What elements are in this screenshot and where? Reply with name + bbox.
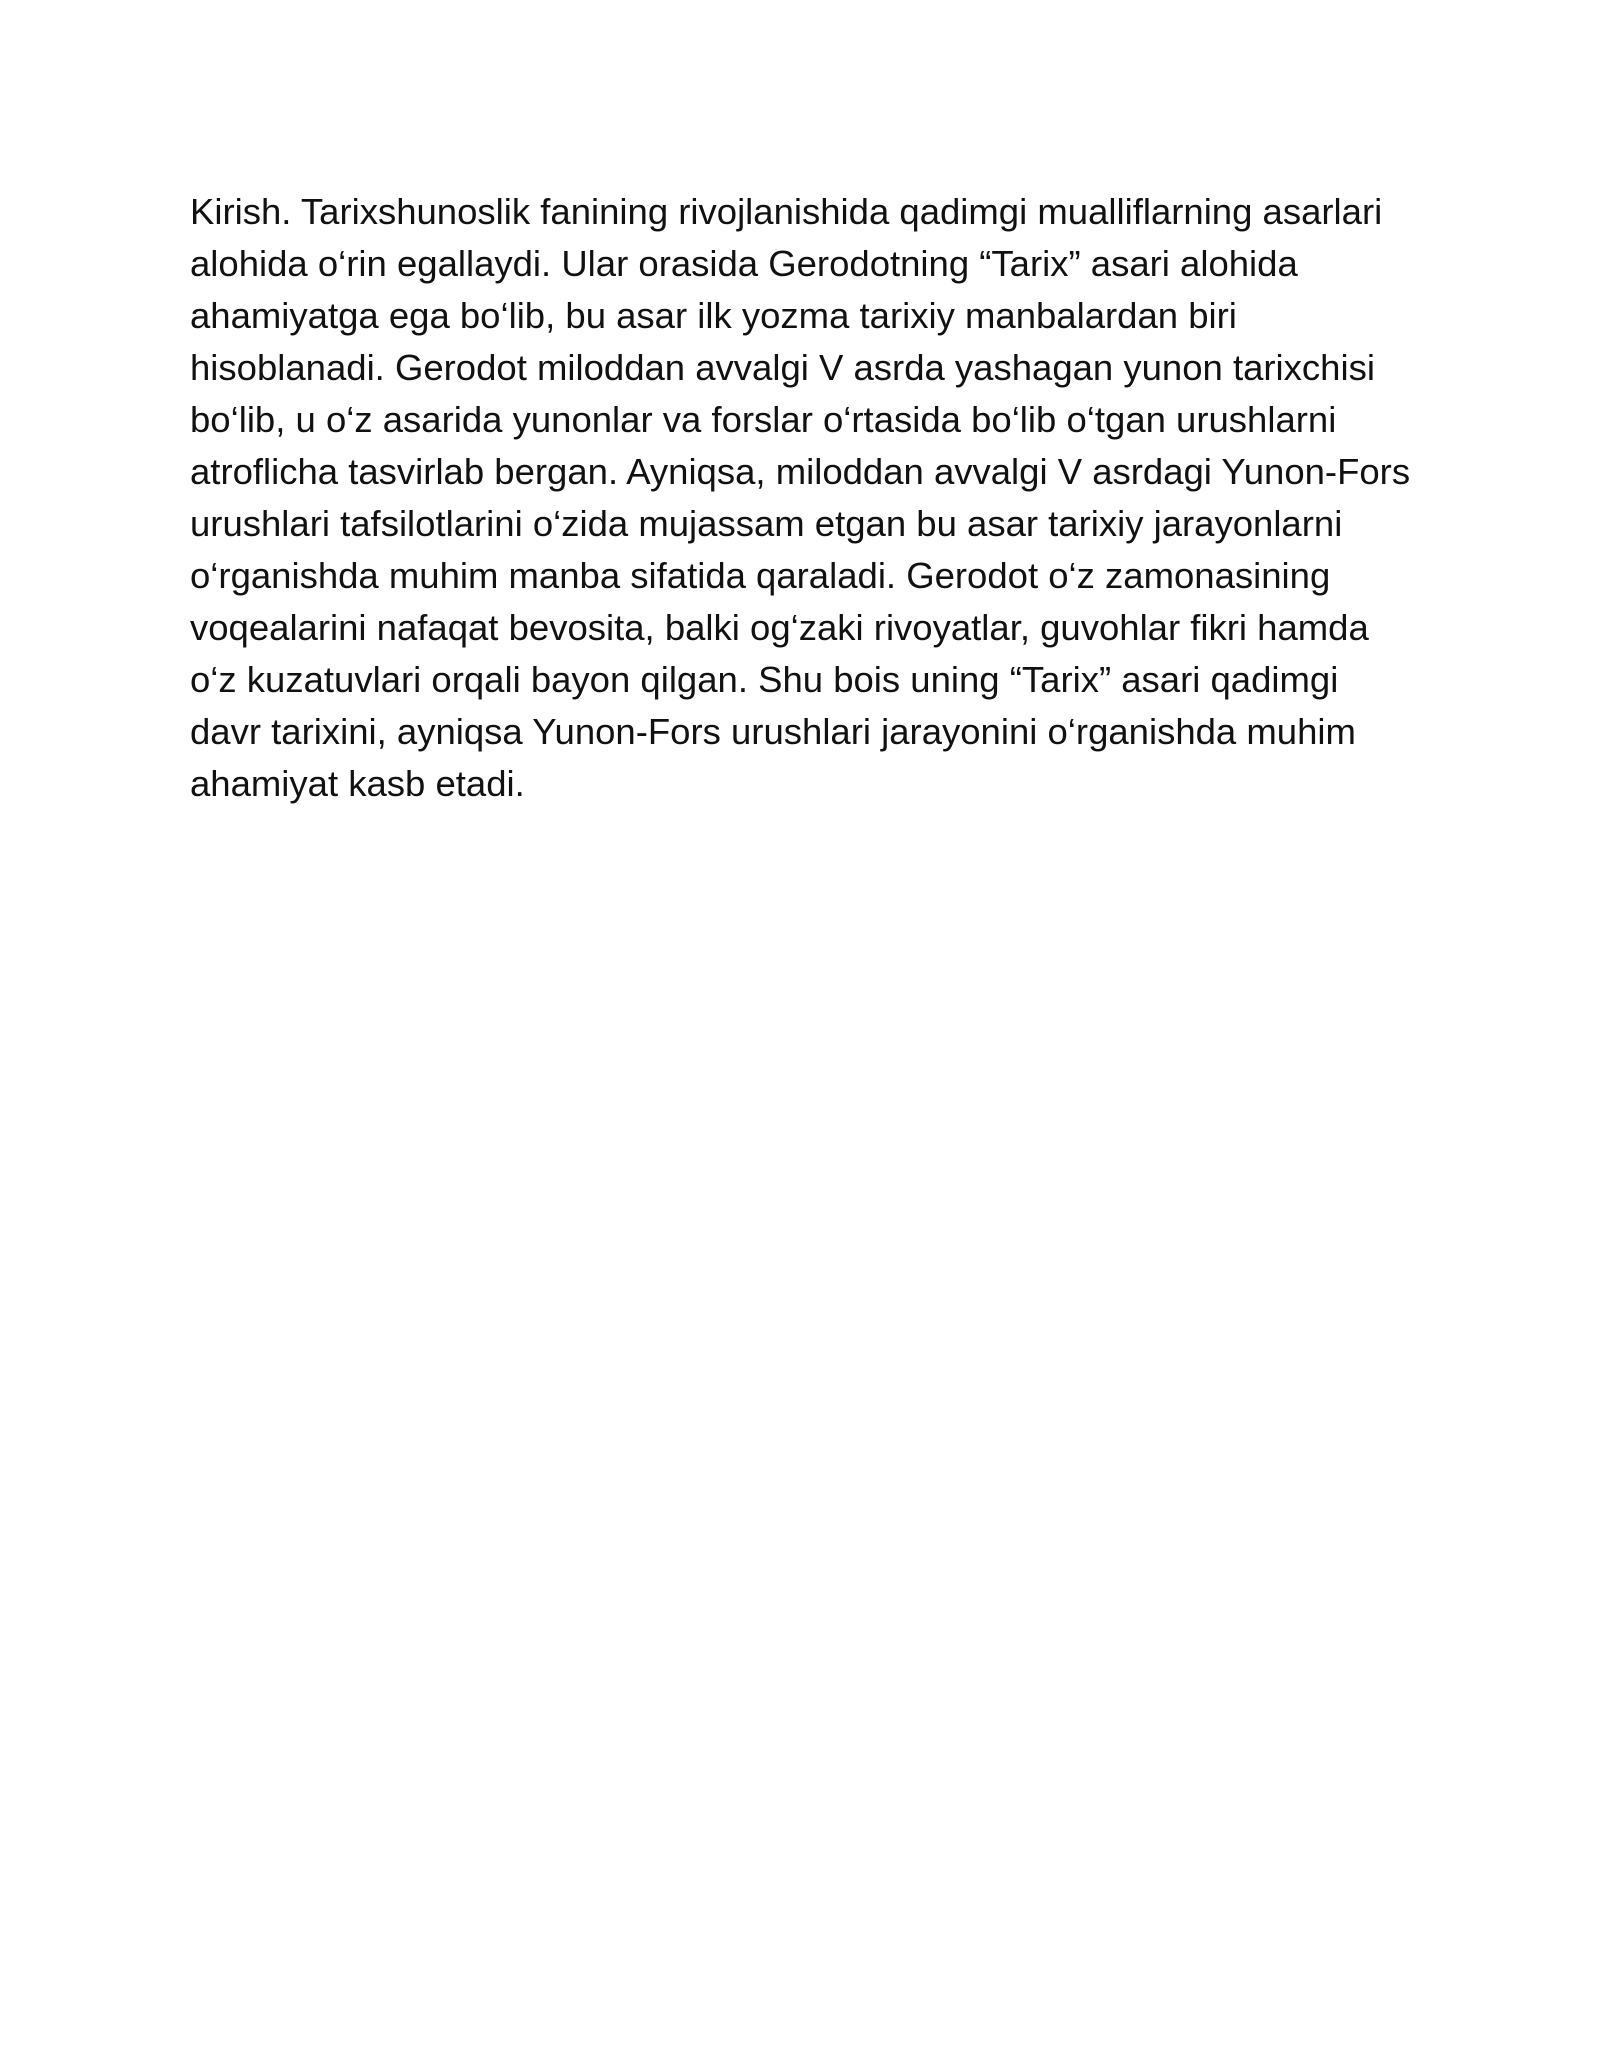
paragraph-line: urushlari tafsilotlarini o‘zida mujassam etgan bu asar tarixiy jarayonlarni: [190, 503, 1343, 544]
paragraph-line: voqealarini nafaqat bevosita, balki og‘zaki rivoyatlar, guvohlar fikri hamda: [190, 607, 1369, 648]
paragraph-line: davr tarixini, ayniqsa Yunon-Fors urushlari jarayonini o‘rganishda muhim: [190, 711, 1356, 752]
paragraph-line: Kirish. Tarixshunoslik fanining rivojlanishida qadimgi mualliflarning asarlari: [190, 191, 1383, 232]
paragraph-line: ahamiyat kasb etadi.: [190, 763, 525, 804]
introduction-paragraph: [190, 186, 1440, 810]
paragraph-line: bo‘lib, u o‘z asarida yunonlar va forslar o‘rtasida bo‘lib o‘tgan urushlarni: [190, 399, 1337, 440]
paragraph-line: o‘z kuzatuvlari orqali bayon qilgan. Shu bois uning “Tarix” asari qadimgi: [190, 659, 1339, 700]
paragraph-line: hisoblanadi. Gerodot miloddan avvalgi V asrda yashagan yunon tarixchisi: [190, 347, 1375, 388]
paragraph-line: atroflicha tasvirlab bergan. Ayniqsa, miloddan avvalgi V asrdagi Yunon-Fors: [190, 451, 1411, 492]
paragraph-line: ahamiyatga ega bo‘lib, bu asar ilk yozma tarixiy manbalardan biri: [190, 295, 1237, 336]
paragraph-line: alohida o‘rin egallaydi. Ular orasida Gerodotning “Tarix” asari alohida: [190, 243, 1298, 284]
paragraph-line: o‘rganishda muhim manba sifatida qaraladi. Gerodot o‘z zamonasining: [190, 555, 1331, 596]
